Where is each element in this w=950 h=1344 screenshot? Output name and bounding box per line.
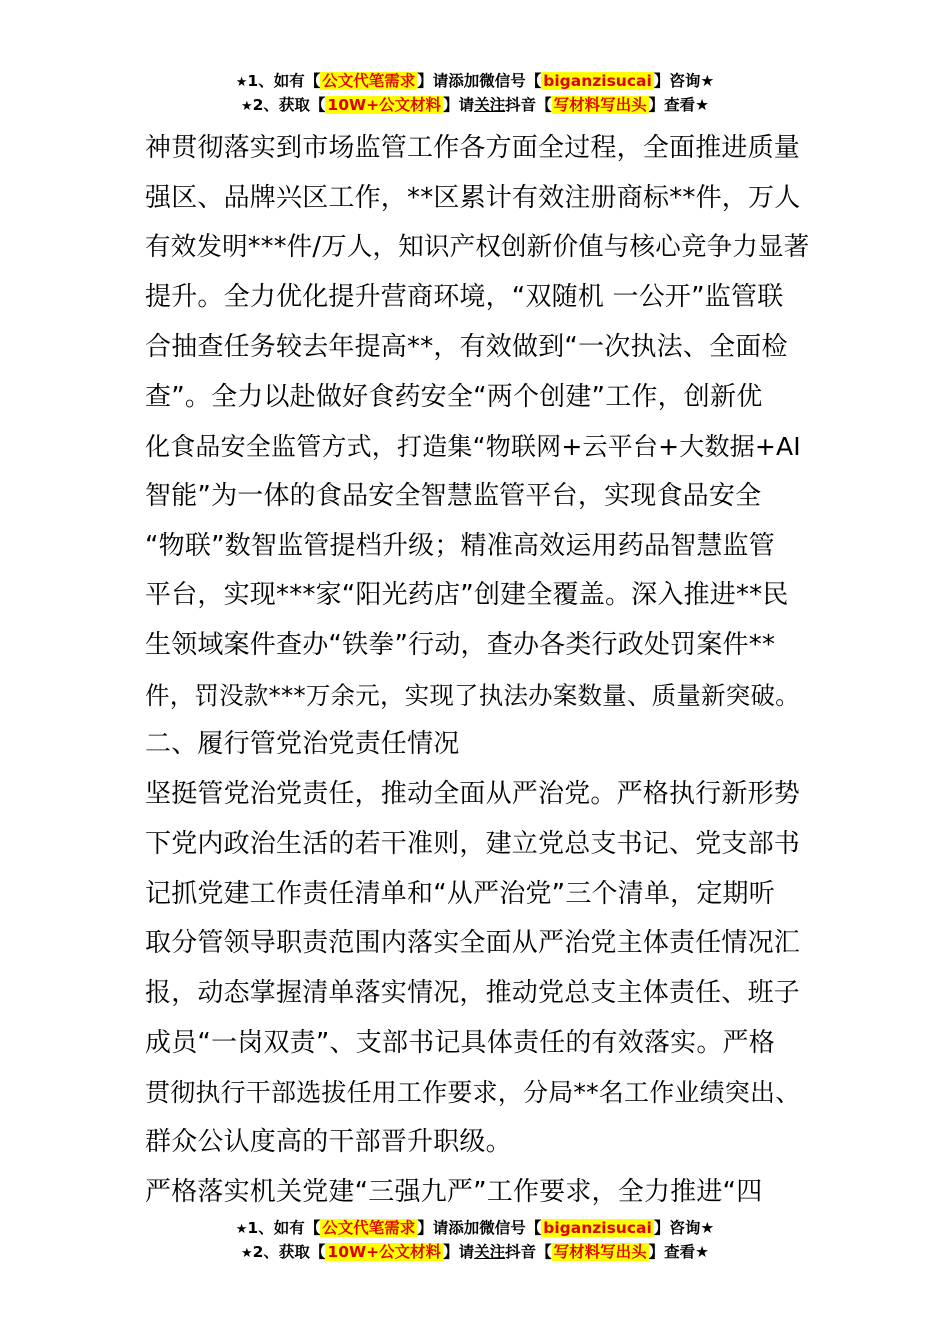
- header-line1-prefix: 1、如有【: [247, 72, 321, 90]
- header-line2-suffix: 】查看★: [648, 96, 710, 114]
- header-banner: [0, 69, 950, 117]
- body-line: 提升。全力优化提升营商环境，“双随机 一公开”监管联: [145, 282, 784, 313]
- footer-banner-line1: [0, 1216, 950, 1240]
- footer-line1-prefix: 1、如有【: [247, 1219, 321, 1237]
- body-line: 平台，实现***家“阳光药店”创建全覆盖。深入推进**民: [145, 580, 789, 611]
- body-line: 查”。全力以赴做好食药安全“两个创建”工作，创新优: [145, 381, 763, 412]
- footer-line2-middle-b: 抖音【: [505, 1243, 552, 1261]
- body-line: 化食品安全监管方式，打造集“物联网+云平台+大数据+AI: [145, 432, 801, 462]
- footer-line2-suffix: 】查看★: [648, 1243, 710, 1261]
- header-highlight-materials: 10W+公文材料: [327, 96, 442, 114]
- body-line: 严格落实机关党建“三强九严”工作要求，全力推进“四: [145, 1176, 763, 1207]
- header-line2-prefix: 2、获取【: [252, 96, 326, 114]
- document-body: [145, 124, 810, 1217]
- header-banner-line1: [0, 69, 950, 93]
- star-icon: ★: [240, 99, 253, 114]
- header-banner-line2: [0, 93, 950, 117]
- footer-highlight-douyin-account: 写材料写出头: [553, 1243, 647, 1261]
- footer-line1-suffix: 】咨询★: [653, 1219, 715, 1237]
- body-line: 有效发明***件/万人，知识产权创新价值与核心竞争力显著: [145, 232, 810, 263]
- body-line: “物联”数智监管提档升级；精准高效运用药品智慧监管: [145, 530, 775, 561]
- body-line: 合抽查任务较去年提高**，有效做到“一次执法、全面检: [145, 331, 788, 362]
- footer-line2-middle-a: 】请: [443, 1243, 475, 1261]
- header-line2-middle-b: 抖音【: [505, 96, 552, 114]
- header-highlight-wechat-id: biganzisucai: [543, 72, 652, 90]
- star-icon: ★: [235, 75, 248, 90]
- footer-highlight-materials: 10W+公文材料: [327, 1243, 442, 1261]
- footer-banner-line2: [0, 1240, 950, 1264]
- body-line: 强区、品牌兴区工作，**区累计有效注册商标**件，万人: [145, 182, 801, 213]
- footer-highlight-ghostwriting: 公文代笔需求: [322, 1219, 416, 1237]
- body-line: 群众公认度高的干部晋升职级。: [145, 1127, 512, 1158]
- body-line: 成员“一岗双责”、支部书记具体责任的有效落实。严格: [145, 1027, 775, 1058]
- section-heading: 二、履行管党治党责任情况: [145, 729, 460, 760]
- body-line: 取分管领导职责范围内落实全面从严治党主体责任情况汇: [145, 928, 801, 959]
- body-line: 生领域案件查办“铁拳”行动，查办各类行政处罚案件**: [145, 630, 776, 661]
- header-line2-middle-a: 】请: [443, 96, 475, 114]
- footer-highlight-wechat-id: biganzisucai: [543, 1219, 652, 1237]
- star-icon: ★: [235, 1222, 248, 1237]
- body-line: 坚挺管党治党责任，推动全面从严治党。严格执行新形势: [145, 779, 801, 810]
- body-line: 下党内政治生活的若干准则，建立党总支书记、党支部书: [145, 828, 801, 859]
- header-line1-suffix: 】咨询★: [653, 72, 715, 90]
- body-line: 报，动态掌握清单落实情况，推动党总支主体责任、班子: [145, 977, 801, 1008]
- header-highlight-douyin-account: 写材料写出头: [553, 96, 647, 114]
- body-line: 贯彻执行干部选拔任用工作要求，分局**名工作业绩突出、: [145, 1078, 801, 1108]
- header-highlight-ghostwriting: 公文代笔需求: [322, 72, 416, 90]
- body-line: 智能”为一体的食品安全智慧监管平台，实现食品安全: [145, 480, 762, 511]
- footer-line1-middle: 】请添加微信号【: [417, 1219, 542, 1237]
- footer-line2-prefix: 2、获取【: [252, 1243, 326, 1261]
- footer-underlined-follow: 关注: [474, 1243, 506, 1261]
- body-line: 件，罚没款***万余元，实现了执法办案数量、质量新突破。: [145, 680, 800, 710]
- body-line: 记抓党建工作责任清单和“从严治党”三个清单，定期听: [145, 878, 775, 909]
- star-icon: ★: [240, 1246, 253, 1261]
- header-underlined-follow: 关注: [474, 96, 506, 114]
- body-line: 神贯彻落实到市场监管工作各方面全过程，全面推进质量: [145, 133, 801, 163]
- footer-banner: [0, 1216, 950, 1264]
- header-line1-middle: 】请添加微信号【: [417, 72, 542, 90]
